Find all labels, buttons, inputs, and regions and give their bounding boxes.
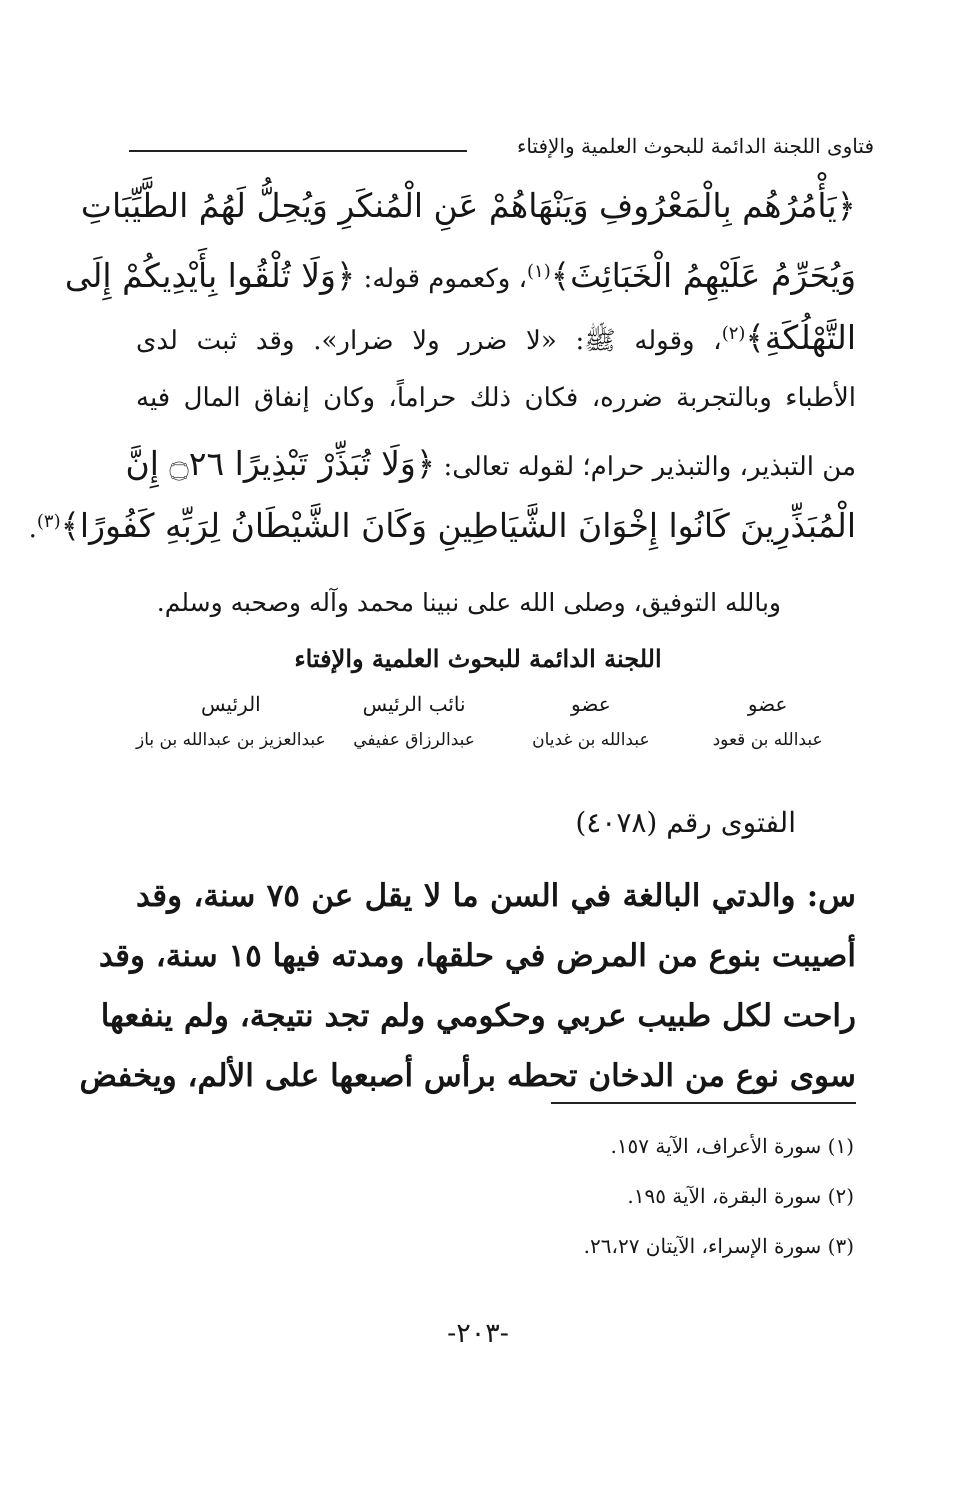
running-header <box>129 128 874 168</box>
question-line: راحت لكل طبيب عربي وحكومي ولم تجد نتيجة، ولم ينفعها <box>100 998 856 1034</box>
signatories <box>136 692 856 750</box>
quran-verse: التَّهْلُكَةِ﴾ <box>745 318 856 357</box>
footnote-1: (١) سورة الأعراف، الآية ١٥٧. <box>610 1134 854 1158</box>
signatory-role: عضو <box>571 692 611 716</box>
signatory-name: عبدالرزاق عفيفي <box>353 730 475 750</box>
question-block <box>79 866 856 1106</box>
body-line-6 <box>28 506 856 545</box>
body-text: . <box>28 514 37 544</box>
body-text: الأطباء وبالتجربة ضرره، فكان ذلك حراماً، وكان إنفاق المال فيه <box>136 383 856 413</box>
body-line-2 <box>64 256 856 295</box>
quran-verse: ﴿يَأْمُرُهُم بِالْمَعْرُوفِ وَيَنْهَاهُمْ عَنِ الْمُنكَرِ وَيُحِلُّ لَهُمُ الطَّيِّبَاتِ <box>80 186 856 225</box>
header-rule <box>129 150 467 152</box>
body-line-3 <box>136 320 856 356</box>
signatory-2 <box>502 692 679 750</box>
quran-verse: وَيُحَرِّمُ عَلَيْهِمُ الْخَبَائِثَ﴾ <box>550 256 856 295</box>
body-line-4 <box>136 384 856 413</box>
footnote-marker: (١) <box>527 261 551 282</box>
body-line-1 <box>80 186 856 225</box>
body-text: من التبذير، والتبذير حرام؛ لقوله تعالى: <box>435 452 856 482</box>
body-text: ، وقوله ﷺ: «لا ضرر ولا ضرار». وقد ثبت لدى <box>136 326 722 356</box>
quran-verse: ﴿وَلَا تُبَذِّرْ تَبْذِيرًا ۝٢٦ إِنَّ <box>125 444 436 483</box>
footnote-2: (٢) سورة البقرة، الآية ١٩٥. <box>627 1184 854 1208</box>
signatory-role: الرئيس <box>200 692 261 716</box>
question-line: س: والدتي البالغة في السن ما لا يقل عن ٧٥ سنة، وقد <box>136 878 856 914</box>
signatory-name: عبدالله بن قعود <box>712 730 823 750</box>
page-number: -٢٠٣- <box>447 1318 509 1349</box>
footnote-marker: (٣) <box>36 511 61 532</box>
fatwa-number: الفتوى رقم (٤٠٧٨) <box>575 806 796 839</box>
footnote-marker: (٢) <box>721 323 746 344</box>
committee-heading: اللجنة الدائمة للبحوث العلمية والإفتاء <box>294 644 662 673</box>
header-title: فتاوى اللجنة الدائمة للبحوث العلمية والإفتاء <box>516 134 874 158</box>
closing-line: وبالله التوفيق، وصلى الله على نبينا محمد وآله وصحبه وسلم. <box>156 588 781 617</box>
question-line: سوى نوع من الدخان تحطه برأس أصبعها على الألم، ويخفض <box>79 1058 856 1094</box>
body-text: ، وكعموم قوله: <box>355 264 528 294</box>
footnote-3: (٣) سورة الإسراء، الآيتان ٢٦،٢٧. <box>583 1234 854 1258</box>
signatory-name: عبدالله بن غديان <box>532 730 650 750</box>
body-line-5 <box>125 444 856 483</box>
quran-verse: الْمُبَذِّرِينَ كَانُوا إِخْوَانَ الشَّيَاطِينِ وَكَانَ الشَّيْطَانُ لِرَبِّهِ كَفُورًا﴾ <box>60 506 856 545</box>
signatory-3 <box>326 692 503 750</box>
signatory-4 <box>136 692 326 750</box>
quran-verse: ﴿وَلَا تُلْقُوا بِأَيْدِيكُمْ إِلَى <box>64 256 356 295</box>
signatory-role: نائب الرئيس <box>362 692 466 716</box>
signatory-1 <box>679 692 856 750</box>
signatory-role: عضو <box>747 692 788 716</box>
signatory-name: عبدالعزيز بن عبدالله بن باز <box>135 730 326 750</box>
footnote-rule <box>551 1102 856 1104</box>
question-line: أصيبت بنوع من المرض في حلقها، ومدته فيها ١٥ سنة، وقد <box>98 938 856 974</box>
